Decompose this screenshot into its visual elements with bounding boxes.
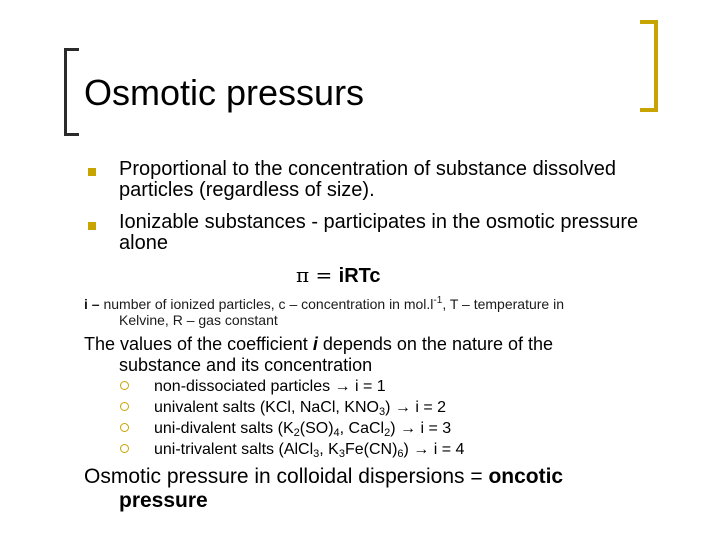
left-bracket-decoration: [64, 48, 79, 136]
slide-title: Osmotic pressurs: [84, 72, 365, 113]
oncotic-b: oncotic: [488, 465, 564, 488]
item-text: , CaCl: [339, 420, 385, 437]
item-subscript: 3: [338, 448, 345, 460]
item-subscript: 2: [293, 427, 300, 439]
formula-equals: =: [309, 263, 339, 287]
coefficient-a: The values of the coefficient: [84, 334, 313, 354]
list-item: non-dissociated particles → i = 1: [154, 378, 386, 395]
coefficient-b: depends on the nature of the: [317, 334, 554, 354]
item-subscript: 2: [384, 427, 391, 439]
definition-exp: -1: [433, 295, 443, 306]
item-text: Fe(CN): [344, 441, 398, 458]
item-text: ) → i = 2: [385, 399, 446, 416]
circle-bullet-icon: [120, 423, 129, 432]
item-text: (SO): [299, 420, 334, 437]
item-subscript: 3: [378, 406, 386, 418]
osmotic-formula: [296, 263, 381, 288]
list-item: [154, 418, 451, 439]
item-text: uni-trivalent salts (AlCl: [154, 441, 314, 458]
coefficient-c: substance and its concentration: [119, 355, 373, 375]
item-subscript: 3: [313, 448, 320, 460]
item-text: , K: [319, 441, 339, 458]
oncotic-a: Osmotic pressure in colloidal dispersions =: [84, 465, 489, 488]
definition-i: i –: [84, 296, 100, 312]
list-item: [154, 439, 464, 460]
bullet-proportional: Proportional to the concentration of substance dissolved particles (regardless of size).: [119, 158, 616, 201]
square-bullet-icon: [88, 222, 96, 230]
circle-bullet-icon: [120, 444, 129, 453]
item-text: univalent salts (KCl, NaCl, KNO: [154, 399, 379, 416]
bullet-ionizable: Ionizable substances - participates in the osmotic pressure alone: [119, 211, 639, 254]
item-text: ) → i = 3: [390, 420, 452, 437]
variable-definition: [84, 296, 684, 328]
list-item: [154, 397, 446, 418]
oncotic-c: pressure: [119, 489, 208, 512]
formula-pi: π: [296, 263, 310, 287]
definition-text-c: Kelvine, R – gas constant: [119, 312, 278, 328]
circle-bullet-icon: [120, 381, 129, 390]
item-text: uni-divalent salts (K: [154, 420, 294, 437]
square-bullet-icon: [88, 168, 96, 176]
coefficient-i: i: [312, 334, 318, 354]
item-text: ) → i = 4: [403, 441, 465, 458]
circle-bullet-icon: [120, 402, 129, 411]
formula-rhs: iRTc: [338, 265, 381, 287]
right-bracket-decoration: [640, 20, 658, 112]
oncotic-paragraph: [84, 465, 684, 513]
item-subscript: 4: [333, 427, 340, 439]
coefficient-paragraph: [84, 334, 684, 376]
definition-text-a: number of ionized particles, c – concentration in mol.l: [99, 296, 434, 312]
definition-text-b: , T – temperature in: [442, 296, 564, 312]
item-subscript: 6: [397, 448, 404, 460]
